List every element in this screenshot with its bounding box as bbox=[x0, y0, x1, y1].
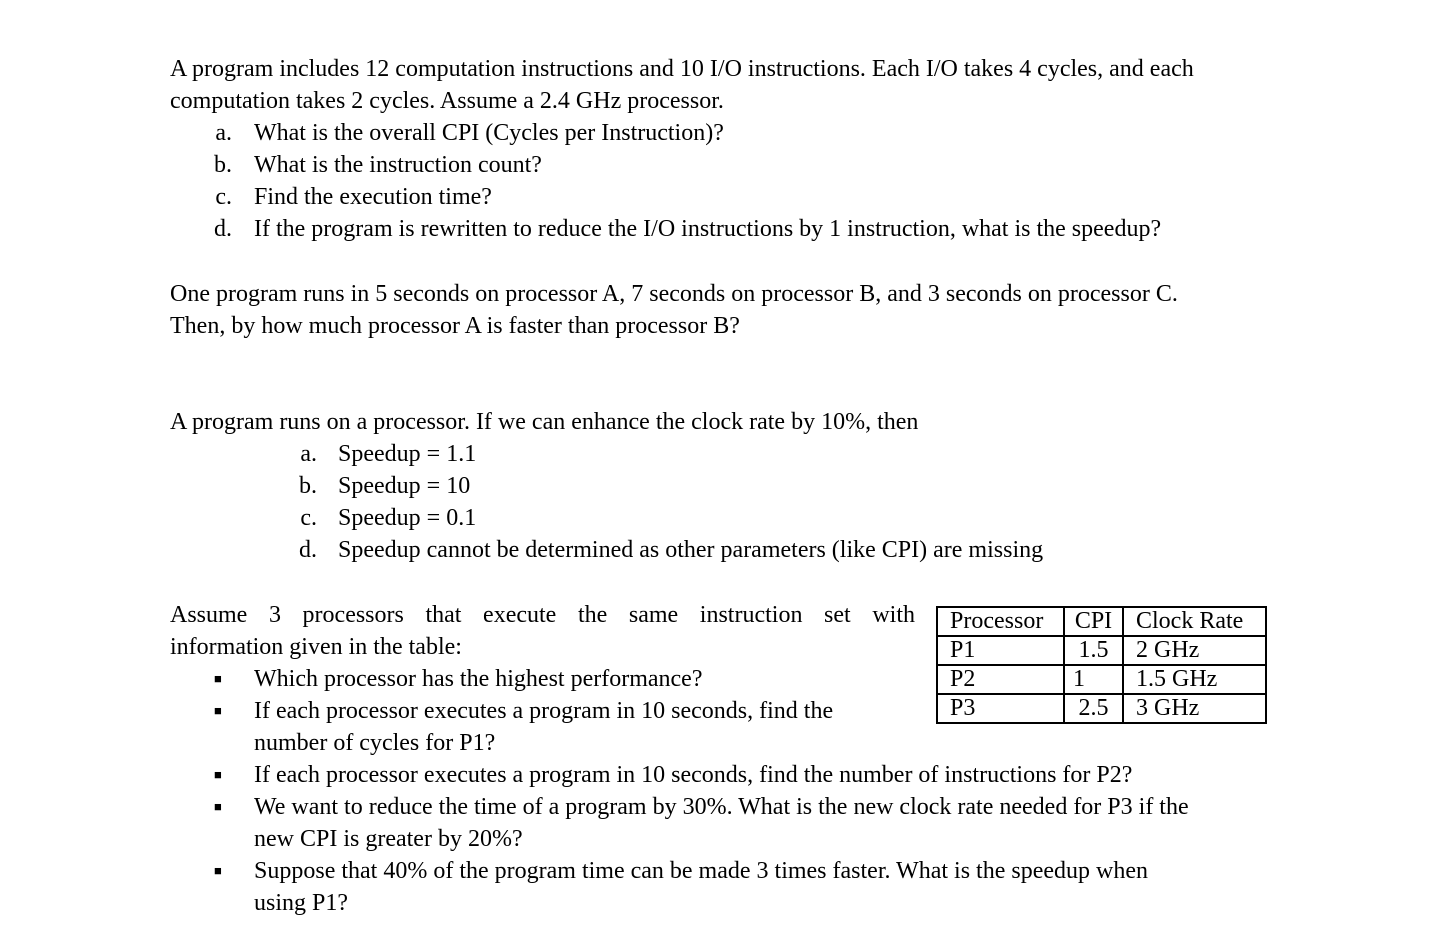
bullet-icon: ■ bbox=[214, 799, 222, 814]
table-row bbox=[937, 636, 1266, 665]
processor-table bbox=[936, 606, 1267, 724]
list-marker: c. bbox=[300, 505, 317, 531]
table-row bbox=[937, 665, 1266, 694]
q1-intro bbox=[170, 53, 1194, 117]
q2-line2: Then, by how much processor A is faster than processor B? bbox=[170, 313, 740, 339]
list-marker: d. bbox=[214, 216, 232, 242]
table-cell-cpi: 2.5 bbox=[1064, 694, 1123, 723]
table-cell-clock-rate: 1.5 GHz bbox=[1123, 665, 1266, 694]
list-item-text: Suppose that 40% of the program time can be made 3 times faster. What is the speedup when bbox=[254, 858, 1148, 884]
q1-intro-line1: A program includes 12 computation instructions and 10 I/O instructions. Each I/O takes 4 cycles, and each bbox=[170, 56, 1194, 82]
list-item-text-cont: using P1? bbox=[254, 890, 349, 916]
list-item-text-cont: new CPI is greater by 20%? bbox=[254, 826, 523, 852]
table-cell-clock-rate: 3 GHz bbox=[1123, 694, 1266, 723]
table-cell-clock-rate: 2 GHz bbox=[1123, 636, 1266, 665]
list-marker: c. bbox=[215, 184, 232, 210]
column-header-clock-rate: Clock Rate bbox=[1123, 607, 1266, 636]
q2-line1: One program runs in 5 seconds on processor A, 7 seconds on processor B, and 3 seconds on processor C. bbox=[170, 281, 1178, 307]
q1-item-c bbox=[208, 181, 1161, 213]
bullet-icon: ■ bbox=[214, 703, 222, 718]
q3-intro: A program runs on a processor. If we can enhance the clock rate by 10%, then bbox=[170, 409, 919, 435]
q4-intro bbox=[170, 599, 915, 663]
table-cell-processor: P3 bbox=[937, 694, 1064, 723]
list-item-text-cont: number of cycles for P1? bbox=[254, 730, 496, 756]
list-item-text: If each processor executes a program in 10 seconds, find the bbox=[254, 698, 834, 724]
list-marker: b. bbox=[214, 152, 232, 178]
q3-option-b bbox=[293, 470, 1043, 502]
bullet-icon: ■ bbox=[214, 863, 222, 878]
q4-intro-line1: Assume 3 processors that execute the same instruction set with bbox=[170, 602, 915, 628]
q4-intro-line2: information given in the table: bbox=[170, 634, 462, 660]
q1-item-a bbox=[208, 117, 1161, 149]
list-item-text: We want to reduce the time of a program by 30%. What is the new clock rate needed for P3 if the bbox=[254, 794, 1189, 820]
bullet-icon: ■ bbox=[214, 767, 222, 782]
q3-options bbox=[293, 438, 1043, 566]
list-item-text: Speedup = 1.1 bbox=[338, 441, 477, 467]
table-cell-processor: P1 bbox=[937, 636, 1064, 665]
table-cell-cpi: 1 bbox=[1064, 665, 1123, 694]
q1-item-d bbox=[208, 213, 1161, 245]
list-item-text: If the program is rewritten to reduce the I/O instructions by 1 instruction, what is the speedup? bbox=[254, 216, 1162, 242]
column-header-processor: Processor bbox=[937, 607, 1064, 636]
table-cell-cpi: 1.5 bbox=[1064, 636, 1123, 665]
list-item-text: Speedup = 10 bbox=[338, 473, 471, 499]
table-header-row bbox=[937, 607, 1266, 636]
list-item-text: Speedup = 0.1 bbox=[338, 505, 477, 531]
q1-item-b bbox=[208, 149, 1161, 181]
list-item-text: Find the execution time? bbox=[254, 184, 492, 210]
table-row bbox=[937, 694, 1266, 723]
q1-intro-line2: computation takes 2 cycles. Assume a 2.4 GHz processor. bbox=[170, 88, 724, 114]
list-marker: b. bbox=[299, 473, 317, 499]
list-item-text: Speedup cannot be determined as other parameters (like CPI) are missing bbox=[338, 537, 1044, 563]
q4-bullet-5 bbox=[170, 855, 1189, 919]
q3-option-d bbox=[293, 534, 1043, 566]
list-item-text: If each processor executes a program in 10 seconds, find the number of instructions for P2? bbox=[254, 762, 1133, 788]
q4-bullet-4 bbox=[170, 791, 1189, 855]
list-marker: a. bbox=[215, 120, 232, 146]
q2-text bbox=[170, 278, 1178, 342]
q4-bullet-3 bbox=[170, 759, 1189, 791]
q1-subquestions bbox=[208, 117, 1161, 245]
list-marker: a. bbox=[300, 441, 317, 467]
list-item-text: What is the overall CPI (Cycles per Instruction)? bbox=[254, 120, 724, 146]
list-item-text: What is the instruction count? bbox=[254, 152, 542, 178]
q3-option-c bbox=[293, 502, 1043, 534]
list-item-text: Which processor has the highest performance? bbox=[254, 666, 703, 692]
list-marker: d. bbox=[299, 537, 317, 563]
column-header-cpi: CPI bbox=[1064, 607, 1123, 636]
bullet-icon: ■ bbox=[214, 671, 222, 686]
q3-option-a bbox=[293, 438, 1043, 470]
table-cell-processor: P2 bbox=[937, 665, 1064, 694]
